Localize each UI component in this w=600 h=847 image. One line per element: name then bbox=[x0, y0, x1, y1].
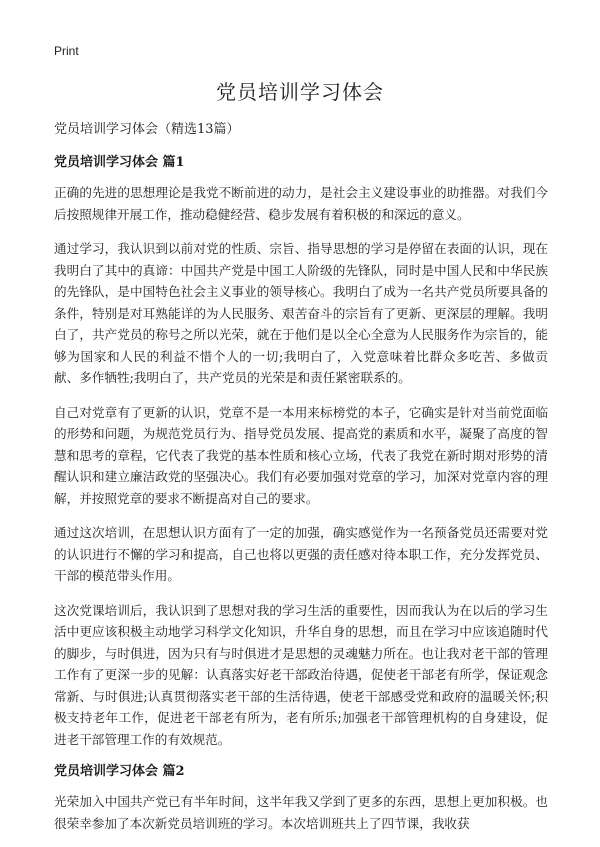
section-heading: 党员培训学习体会 篇1 bbox=[54, 155, 185, 170]
section-heading: 党员培训学习体会 篇2 bbox=[54, 764, 185, 779]
paragraph: 通过这次培训，在思想认识方面有了一定的加强，确实感觉作为一名预备党员还需要对党的认识进行不懈的学习和提高，自己也将以更强的责任感对待本职工作，充分发挥党员、干部的模范带头作用。 bbox=[54, 525, 548, 583]
page-title: 党员培训学习体会 bbox=[216, 80, 384, 104]
paragraph: 这次党课培训后，我认识到了思想对我的学习生活的重要性，因而我认为在以后的学习生活中更应该积极主动地学习科学文化知识，升华自身的思想，而且在学习中应该追随时代的脚步，与时俱进，因为只有与时俱进才是思想的灵魂魅力所在。也让我对老干部的管理工作有了更深一步的见解：认真落实好老干部政治待遇，促使老干部老有所学，保证观念常新、与时俱进;认真贯彻落实老干部的生活待遇，使老干部感受党和政府的温暖关怀;积极支持老年工作，促进老干部老有所为，老有所乐;加强老干部管理机构的自身建设，促进老干部管理工作的有效规范。 bbox=[54, 602, 548, 747]
paragraph: 自己对党章有了更新的认识，党章不是一本用来标榜党的本子，它确实是针对当前党面临的形势和问题，为规范党员行为、指导党员发展、提高党的素质和水平，凝聚了高度的智慧和思考的章程，它代表了我党的基本性质和核心立场，代表了我党在新时期对形势的清醒认识和建立廉洁政党的坚强决心。我们有必要加强对党章的学习，加深对党章内容的理解，并按照党章的要求不断提高对自己的要求。 bbox=[54, 404, 548, 506]
paragraph: 通过学习，我认识到以前对党的性质、宗旨、指导思想的学习是停留在表面的认识，现在我明白了其中的真谛：中国共产党是中国工人阶级的先锋队，同时是中国人民和中华民族的先锋队，是中国特色社会主义事业的领导核心。我明白了成为一名共产党员所要具备的条件，特别是对耳熟能详的为人民服务、艰苦奋斗的宗旨有了更新、更深层的理解。我明白了，共产党员的称号之所以光荣，就在于他们是以全心全意为人民服务作为宗旨的，能够为国家和人民的利益不惜个人的一切;我明白了，入党意味着比群众多吃苦、多做贡献、多作牺牲;我明白了，共产党员的光荣是和责任紧密联系的。 bbox=[54, 241, 548, 385]
print-link[interactable]: Print bbox=[54, 44, 79, 58]
document-subtitle: 党员培训学习体会（精选13篇） bbox=[54, 122, 240, 137]
paragraph: 正确的先进的思想理论是我党不断前进的动力，是社会主义建设事业的助推器。对我们今后按照规律开展工作，推动稳健经营、稳步发展有着积极的和深远的意义。 bbox=[54, 185, 548, 222]
paragraph: 光荣加入中国共产党已有半年时间，这半年我又学到了更多的东西，思想上更加积极。也很荣幸参加了本次新党员培训班的学习。本次培训班共上了四节课，我收获 bbox=[54, 794, 548, 831]
document-body bbox=[54, 121, 548, 847]
